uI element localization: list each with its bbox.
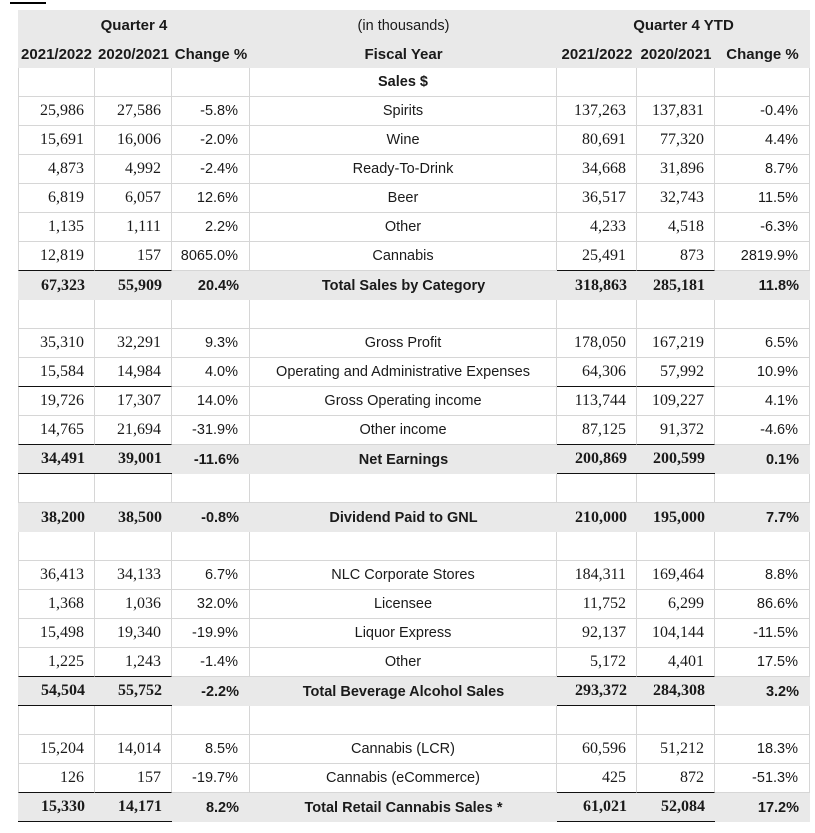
ytd-prior-cell: 285,181: [653, 276, 705, 294]
ytd-current-cell: 64,306: [557, 358, 637, 387]
ytd-change-cell: 4.4%: [715, 126, 810, 155]
row-label: Total Beverage Alcohol Sales: [302, 683, 505, 700]
q4-prior-cell: 55,752: [95, 677, 172, 706]
ytd-change-cell: 8.8%: [715, 561, 810, 590]
q4-prior-cell: 17,307: [95, 387, 172, 416]
ytd-prior-cell: 31,896: [637, 155, 715, 184]
total-row: [18, 503, 810, 532]
total-row: [18, 271, 810, 300]
ytd-change-cell: -6.3%: [715, 213, 810, 242]
ytd-change-cell: 11.5%: [715, 184, 810, 213]
q4-change-cell: -11.6%: [193, 451, 239, 468]
q4-current-cell: 1,225: [18, 648, 95, 677]
row-label: NLC Corporate Stores: [250, 561, 557, 590]
data-row: [18, 329, 810, 358]
ytd-change-cell: 10.9%: [715, 358, 810, 387]
q4-current-cell: 12,819: [18, 242, 95, 271]
blank-row: [18, 300, 810, 329]
ytd-prior-cell: 6,299: [637, 590, 715, 619]
row-label: Dividend Paid to GNL: [329, 509, 478, 526]
q4-current-cell: 15,204: [18, 735, 95, 764]
quarterly-results-table: [18, 10, 810, 822]
ytd-change-cell: 8.7%: [715, 155, 810, 184]
ytd-prior-cell: 200,599: [637, 445, 715, 474]
ytd-prior-cell: 104,144: [637, 619, 715, 648]
q4-prior-cell: 1,243: [95, 648, 172, 677]
ytd-prior-cell: 169,464: [637, 561, 715, 590]
q4-prior-cell: 14,014: [95, 735, 172, 764]
data-row: [18, 590, 810, 619]
q4-current-cell: 15,691: [18, 126, 95, 155]
q4-prior-cell: 19,340: [95, 619, 172, 648]
q4-current-cell: [18, 474, 95, 503]
ytd-change-cell: 86.6%: [715, 590, 810, 619]
q4-prior-cell: 14,984: [95, 358, 172, 387]
q4-change-cell: 32.0%: [172, 590, 250, 619]
data-row: [18, 184, 810, 213]
q4-change-cell: -2.0%: [172, 126, 250, 155]
ytd-current-cell: 87,125: [557, 416, 637, 445]
ytd-current-cell: 61,021: [557, 793, 637, 822]
row-label: Cannabis: [250, 242, 557, 271]
ytd-change-cell: 4.1%: [715, 387, 810, 416]
quarter4-ytd-group-header: Quarter 4 YTD: [633, 17, 734, 34]
q4-change-cell: 8.5%: [172, 735, 250, 764]
q4-current-cell: 19,726: [18, 387, 95, 416]
q4-current-cell: 15,584: [18, 358, 95, 387]
ytd-change-cell: [715, 532, 810, 561]
q4-current-cell: 6,819: [18, 184, 95, 213]
section-label-row: [18, 68, 810, 97]
q4-prior-cell: [95, 68, 172, 97]
q4-change-cell: [172, 706, 250, 735]
q4-prior-cell: 1,111: [95, 213, 172, 242]
total-row: [18, 677, 810, 706]
ytd-current-cell: [557, 300, 637, 329]
q4-prior-cell: 32,291: [95, 329, 172, 358]
ytd-current-cell: 113,744: [557, 387, 637, 416]
ytd-current-cell: 11,752: [557, 590, 637, 619]
ytd-current-cell: 92,137: [557, 619, 637, 648]
q4-current-year-header: 2021/2022: [21, 46, 92, 63]
ytd-prior-cell: [637, 706, 715, 735]
q4-current-cell: 35,310: [18, 329, 95, 358]
row-label: Cannabis (LCR): [250, 735, 557, 764]
q4-change-cell: 9.3%: [172, 329, 250, 358]
ytd-current-cell: [557, 68, 637, 97]
data-row: [18, 126, 810, 155]
row-label: [250, 532, 557, 561]
ytd-current-cell: 137,263: [557, 97, 637, 126]
q4-current-cell: [18, 532, 95, 561]
ytd-current-cell: [557, 706, 637, 735]
ytd-current-cell: 293,372: [557, 677, 637, 706]
q4-change-cell: -2.4%: [172, 155, 250, 184]
q4-prior-cell: 157: [95, 764, 172, 793]
fiscal-year-header: Fiscal Year: [364, 46, 443, 63]
in-thousands-note: (in thousands): [357, 17, 450, 34]
ytd-prior-cell: [637, 532, 715, 561]
row-label: Liquor Express: [250, 619, 557, 648]
ytd-prior-cell: 77,320: [637, 126, 715, 155]
q4-change-cell: 12.6%: [172, 184, 250, 213]
ytd-change-cell: 18.3%: [715, 735, 810, 764]
ytd-change-cell: 2819.9%: [715, 242, 810, 271]
data-row: [18, 619, 810, 648]
ytd-prior-cell: 872: [637, 764, 715, 793]
q4-current-cell: 126: [18, 764, 95, 793]
data-row: [18, 97, 810, 126]
ytd-current-cell: [557, 532, 637, 561]
q4-change-cell: [172, 300, 250, 329]
ytd-change-cell: [715, 300, 810, 329]
q4-prior-cell: 38,500: [118, 508, 162, 526]
q4-current-cell: 1,368: [18, 590, 95, 619]
data-row: [18, 735, 810, 764]
q4-current-cell: 15,330: [18, 793, 95, 822]
q4-change-cell: 14.0%: [172, 387, 250, 416]
ytd-prior-cell: 57,992: [637, 358, 715, 387]
ytd-prior-cell: [637, 68, 715, 97]
ytd-change-cell: -11.5%: [715, 619, 810, 648]
ytd-current-cell: 34,668: [557, 155, 637, 184]
q4-current-cell: 25,986: [18, 97, 95, 126]
q4-change-header: Change %: [174, 46, 248, 63]
ytd-current-cell: 80,691: [557, 126, 637, 155]
ytd-change-cell: [715, 68, 810, 97]
q4-change-cell: 8.2%: [205, 799, 239, 816]
ytd-prior-cell: 284,308: [637, 677, 715, 706]
q4-current-cell: 4,873: [18, 155, 95, 184]
data-row: [18, 213, 810, 242]
row-label: Sales $: [250, 68, 557, 97]
ytd-prior-cell: 109,227: [637, 387, 715, 416]
data-row: [18, 358, 810, 387]
table-group-header-row: [18, 10, 810, 41]
q4-prior-cell: 14,171: [95, 793, 172, 822]
data-row: [18, 561, 810, 590]
ytd-change-cell: 17.2%: [757, 799, 799, 816]
total-row: [18, 445, 810, 474]
ytd-current-cell: 60,596: [557, 735, 637, 764]
row-label: [250, 706, 557, 735]
q4-change-cell: -31.9%: [172, 416, 250, 445]
q4-current-cell: 67,323: [41, 276, 85, 294]
q4-change-cell: -2.2%: [201, 683, 239, 700]
q4-change-cell: 20.4%: [197, 277, 239, 294]
row-label: Net Earnings: [358, 451, 449, 468]
q4-current-cell: 14,765: [18, 416, 95, 445]
row-label: Licensee: [250, 590, 557, 619]
q4-prior-cell: [95, 300, 172, 329]
ytd-current-cell: 5,172: [557, 648, 637, 677]
q4-prior-cell: [95, 706, 172, 735]
data-row: [18, 764, 810, 793]
ytd-current-year-header: 2021/2022: [561, 46, 633, 63]
row-label: Other income: [250, 416, 557, 445]
blank-row: [18, 706, 810, 735]
q4-change-cell: -1.4%: [172, 648, 250, 677]
ytd-prior-cell: 4,401: [637, 648, 715, 677]
ytd-prior-cell: 52,084: [637, 793, 715, 822]
ytd-change-cell: -4.6%: [715, 416, 810, 445]
row-label: Total Retail Cannabis Sales *: [304, 799, 503, 816]
q4-current-cell: 34,491: [18, 445, 95, 474]
q4-current-cell: [18, 68, 95, 97]
data-row: [18, 416, 810, 445]
row-label: Spirits: [250, 97, 557, 126]
ytd-change-cell: 6.5%: [715, 329, 810, 358]
ytd-prior-cell: 32,743: [637, 184, 715, 213]
q4-prior-cell: 21,694: [95, 416, 172, 445]
row-label: Cannabis (eCommerce): [250, 764, 557, 793]
q4-change-cell: 8065.0%: [172, 242, 250, 271]
q4-prior-cell: 55,909: [118, 276, 162, 294]
q4-current-cell: 54,504: [18, 677, 95, 706]
ytd-prior-cell: 873: [637, 242, 715, 271]
ytd-prior-cell: 195,000: [653, 508, 705, 526]
data-row: [18, 155, 810, 184]
total-row: [18, 793, 810, 822]
q4-current-cell: 1,135: [18, 213, 95, 242]
ytd-prior-cell: 51,212: [637, 735, 715, 764]
ytd-change-cell: [715, 474, 810, 503]
row-label: Gross Profit: [250, 329, 557, 358]
ytd-current-cell: 200,869: [557, 445, 637, 474]
q4-change-cell: [172, 474, 250, 503]
q4-current-cell: 38,200: [41, 508, 85, 526]
q4-prior-cell: [95, 474, 172, 503]
data-row: [18, 242, 810, 271]
q4-change-cell: [172, 532, 250, 561]
blank-row: [18, 474, 810, 503]
ytd-current-cell: 36,517: [557, 184, 637, 213]
q4-change-cell: 4.0%: [172, 358, 250, 387]
row-label: Other: [250, 648, 557, 677]
q4-prior-cell: [95, 532, 172, 561]
ytd-change-cell: [715, 706, 810, 735]
ytd-change-cell: 7.7%: [765, 509, 799, 526]
q4-current-cell: [18, 706, 95, 735]
ytd-current-cell: 210,000: [575, 508, 627, 526]
q4-prior-cell: 1,036: [95, 590, 172, 619]
q4-change-cell: -19.7%: [172, 764, 250, 793]
ytd-change-header: Change %: [726, 46, 799, 63]
ytd-current-cell: 184,311: [557, 561, 637, 590]
row-label: Operating and Administrative Expenses: [250, 358, 557, 387]
ytd-prior-cell: 167,219: [637, 329, 715, 358]
ytd-change-cell: -0.4%: [715, 97, 810, 126]
ytd-change-cell: -51.3%: [715, 764, 810, 793]
quarter4-group-header: Quarter 4: [100, 17, 168, 34]
q4-prior-cell: 6,057: [95, 184, 172, 213]
ytd-current-cell: 425: [557, 764, 637, 793]
q4-prior-cell: 34,133: [95, 561, 172, 590]
top-edge-artifact: [10, 2, 46, 4]
row-label: Beer: [250, 184, 557, 213]
ytd-change-cell: 17.5%: [715, 648, 810, 677]
table-body: [18, 68, 810, 822]
ytd-prior-cell: 4,518: [637, 213, 715, 242]
row-label: Gross Operating income: [250, 387, 557, 416]
q4-change-cell: -0.8%: [201, 509, 239, 526]
ytd-change-cell: 11.8%: [758, 277, 799, 294]
data-row: [18, 387, 810, 416]
row-label: [250, 300, 557, 329]
q4-prior-year-header: 2020/2021: [98, 46, 169, 63]
ytd-prior-year-header: 2020/2021: [640, 46, 712, 63]
q4-change-cell: 2.2%: [172, 213, 250, 242]
row-label: Total Sales by Category: [321, 277, 486, 294]
table-column-header-row: [18, 41, 810, 68]
q4-prior-cell: 39,001: [95, 445, 172, 474]
ytd-current-cell: 4,233: [557, 213, 637, 242]
ytd-prior-cell: [637, 300, 715, 329]
ytd-change-cell: 3.2%: [765, 683, 799, 700]
row-label: Wine: [250, 126, 557, 155]
data-row: [18, 648, 810, 677]
blank-row: [18, 532, 810, 561]
ytd-prior-cell: [637, 474, 715, 503]
ytd-current-cell: 178,050: [557, 329, 637, 358]
ytd-current-cell: 318,863: [575, 276, 627, 294]
row-label: Ready-To-Drink: [250, 155, 557, 184]
ytd-prior-cell: 91,372: [637, 416, 715, 445]
row-label: [250, 474, 557, 503]
row-label: Other: [250, 213, 557, 242]
q4-current-cell: 15,498: [18, 619, 95, 648]
q4-change-cell: -5.8%: [172, 97, 250, 126]
ytd-change-cell: 0.1%: [765, 451, 799, 468]
ytd-current-cell: [557, 474, 637, 503]
q4-prior-cell: 4,992: [95, 155, 172, 184]
q4-prior-cell: 27,586: [95, 97, 172, 126]
q4-prior-cell: 16,006: [95, 126, 172, 155]
q4-current-cell: [18, 300, 95, 329]
q4-change-cell: 6.7%: [172, 561, 250, 590]
ytd-current-cell: 25,491: [557, 242, 637, 271]
q4-change-cell: -19.9%: [172, 619, 250, 648]
ytd-prior-cell: 137,831: [637, 97, 715, 126]
q4-change-cell: [172, 68, 250, 97]
q4-current-cell: 36,413: [18, 561, 95, 590]
q4-prior-cell: 157: [95, 242, 172, 271]
